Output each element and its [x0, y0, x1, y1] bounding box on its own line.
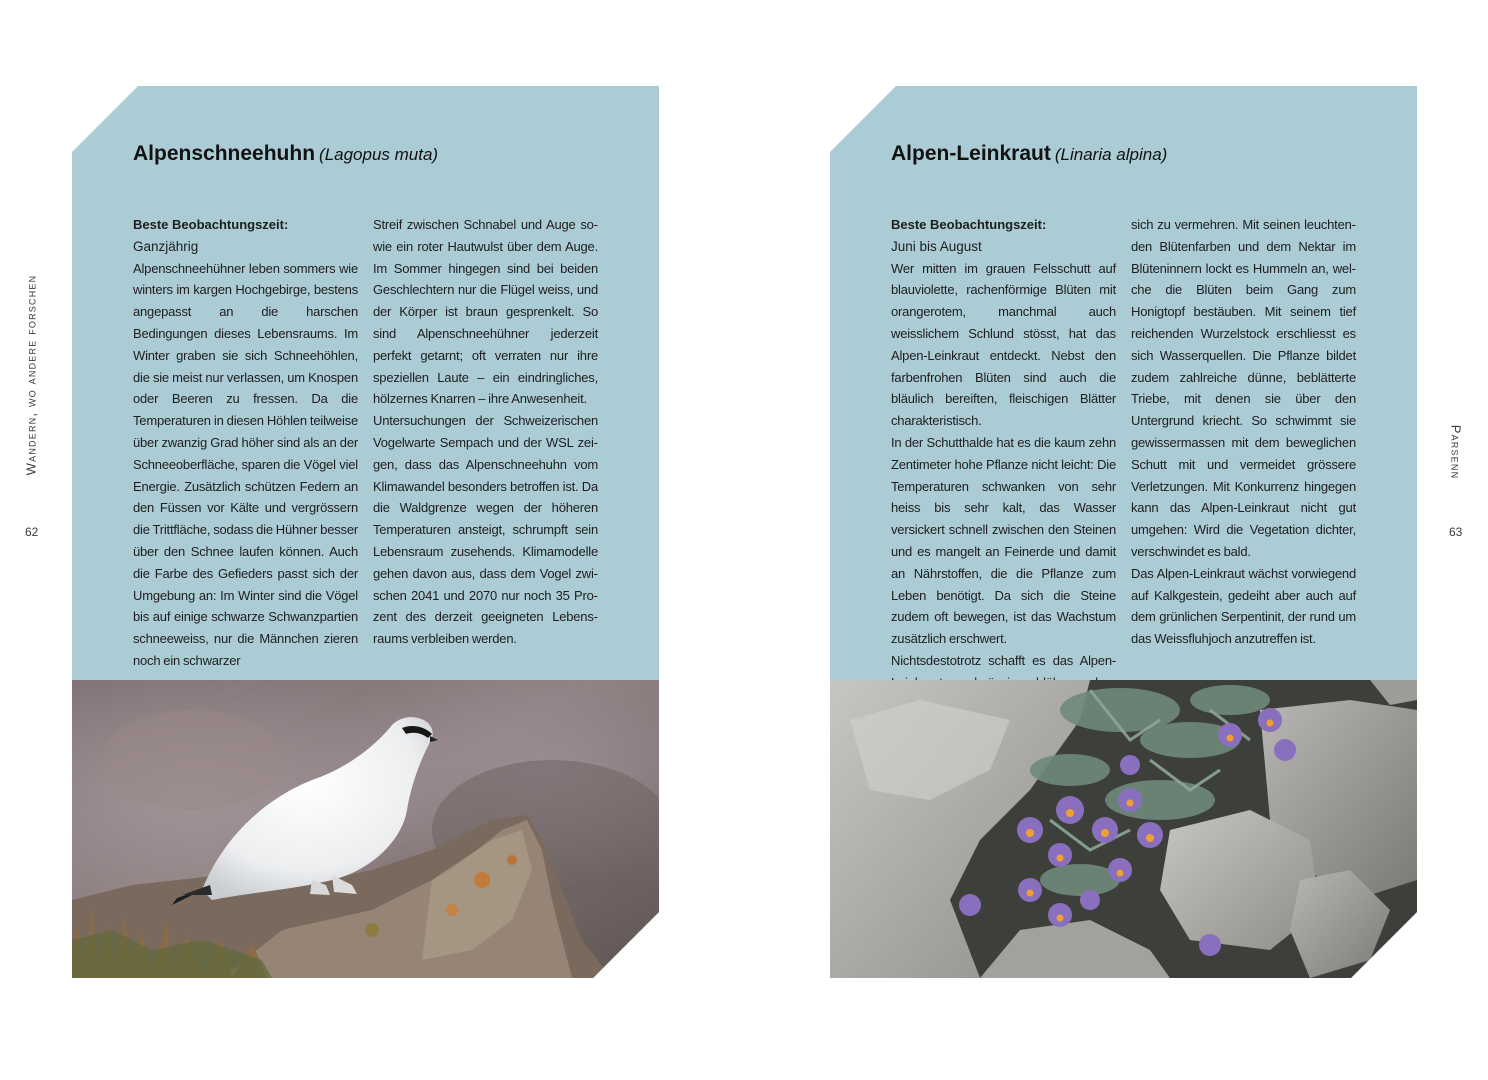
page-number-left: 62	[25, 525, 39, 539]
paragraph: Alpenschneehühner leben sommers wie winters im kargen Hochgebirge, bestens angepasst an die harschen Bedingungen dieses Lebensraums. Im Winter graben sie sich Schneehöhlen, die sie meist nur verlassen, um Knospen oder Beeren zu fressen. Da die Temperaturen in diesen Höhlen teilweise über zwanzig Grad höher sind als an der Schneeoberfläche, sparen die Vögel viel Energie. Zusätzlich schützen Federn an den Füssen vor Kälte und vergrössern die Trittfläche, sodass die Hühner besser über den Schnee laufen können. Auch die Farbe des Gefieders passt sich der Umgebung an: Im Winter sind die Vögel bis auf einige schwarze Schwanzpartien schneeweiss, nur die Männchen zieren noch ein schwarzer	[133, 260, 358, 668]
species-common-name: Alpen-Leinkraut	[891, 142, 1051, 165]
species-card-toadflax	[830, 86, 1417, 978]
paragraph: In der Schutthalde hat es die kaum zehn Zentimeter hohe Pflanze nicht leicht: Die Temperaturen schwanken von sehr heiss bis sehr kalt, das Wasser versickert schnell zwischen den Steinen und es mangelt an Feinerde und damit an Nährstoffen, die die Pflanze zum Leben benötigt. Da sich die Steine zudem oft bewegen, ist das Wachstum zusätzlich erschwert.	[891, 434, 1116, 647]
paragraph: Das Alpen-Leinkraut wächst vorwiegend auf Kalkgestein, gedeiht aber auch auf dem grünlichen Serpentinit, der rund um das Weissfluhjoch anzutreffen ist.	[1131, 565, 1356, 647]
observation-time-label: Beste Beobachtungszeit:	[891, 217, 1047, 232]
species-latin-name: (Linaria alpina)	[1054, 145, 1168, 164]
text-column-1	[133, 214, 358, 672]
species-card-ptarmigan	[72, 86, 659, 978]
text-column-2	[373, 214, 598, 650]
section-label-left: Wandern, wo andere forschen	[23, 274, 39, 476]
section-label-right: Parsenn	[1448, 424, 1464, 480]
paragraph: Nichtsdestotrotz schafft es das Alpen-	[891, 652, 1116, 668]
page-number-right: 63	[1449, 525, 1463, 539]
ptarmigan-photo	[72, 680, 659, 978]
text-column-2	[1131, 214, 1356, 650]
paragraph: Untersuchungen der Schweizerischen Vogelwarte Sempach und der WSL zeigen, dass das Alpenschneehuhn vom Klimawandel besonders betroffen ist. Da die Waldgrenze wegen der höheren Temperaturen ansteigt, schrumpft sein Lebensraum zusehends. Klimamodelle gehen davon aus, dass dem Vogel zwischen 2041 und 2070 nur noch 35 Prozent des derzeit geeigneten Lebensraums verbleiben werden.	[373, 413, 598, 647]
alpine-toadflax-photo-icon	[830, 680, 1417, 978]
paragraph: Wer mitten im grauen Felsschutt auf blauviolette, rachenförmige Blüten mit orangerotem, manchmal auch weisslichem Schlund stösst, hat das Alpen-Leinkraut entdeckt. Nebst den farbenfrohen Blüten sind auch die bläulich bereiften, fleischigen Blätter charakteristisch.	[891, 260, 1116, 429]
observation-time-value: Ganzjährig	[133, 238, 199, 254]
species-common-name: Alpenschneehuhn	[133, 142, 316, 165]
species-title	[891, 142, 1167, 166]
ptarmigan-photo-icon	[72, 680, 659, 978]
species-title	[133, 142, 438, 166]
observation-time-label: Beste Beobachtungszeit:	[133, 217, 289, 232]
alpine-toadflax-photo	[830, 680, 1417, 978]
text-column-1	[891, 214, 1116, 694]
observation-time-value: Juni bis August	[891, 238, 982, 254]
paragraph: Streif zwischen Schnabel und Auge sowie ein roter Hautwulst über dem Auge. Im Sommer hingegen sind bei beiden Geschlechtern nur die Flügel weiss, und der Körper ist braun gesprenkelt. So sind Alpenschneehühner jederzeit perfekt getarnt; oft verraten nur ihre speziellen Laute – ein eindringliches, hölzernes Knarren – ihre Anwesenheit.	[373, 217, 598, 407]
species-latin-name: (Lagopus muta)	[319, 145, 439, 164]
paragraph: sich zu vermehren. Mit seinen leuchtenden Blütenfarben und dem Nektar im Blüteninnern lockt es Hummeln an, welche die Blüten beim Gang zum Honigtopf bestäuben. Mit seinem tief reichenden Wurzelstock erschliesst es sich Wasserquellen. Die Pflanze bildet zudem zahlreiche dünne, beblätterte Triebe, mit denen sie über den Untergrund kriecht. So schwimmt sie gewissermassen mit dem beweglichen Schutt mit und vermeidet grössere Verletzungen. Mit Konkurrenz hingegen kann das Alpen-Leinkraut nicht gut umgehen: Wird die Vegetation dichter, verschwindet es bald.	[1131, 217, 1356, 559]
